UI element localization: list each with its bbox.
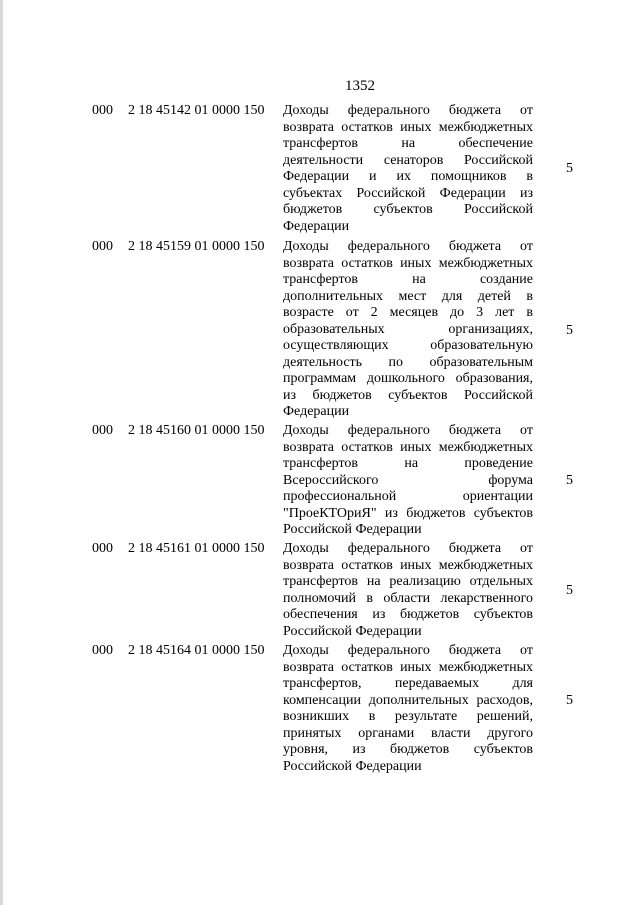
budget-classification-code: 2 18 45160 01 0000 150	[128, 423, 265, 438]
admin-code: 000	[92, 423, 113, 438]
description-line: полномочий в области лекарственного	[283, 590, 533, 606]
budget-classification-code: 2 18 45142 01 0000 150	[128, 103, 265, 118]
revenue-description	[283, 541, 533, 640]
budget-table	[0, 103, 640, 779]
description-line: Российской Федерации	[283, 623, 422, 639]
budget-classification-code: 2 18 45164 01 0000 150	[128, 643, 265, 658]
budget-classification-code: 2 18 45161 01 0000 150	[128, 541, 265, 556]
description-line: бюджетов субъектов Российской	[283, 202, 533, 217]
description-line: образовательных организациях,	[283, 321, 533, 337]
revenue-description	[283, 643, 533, 775]
table-row	[0, 643, 640, 779]
table-row	[0, 239, 640, 423]
table-row	[0, 423, 640, 541]
description-line: осуществляющих образовательную	[283, 338, 533, 353]
description-line: Федерации и их помощников в	[283, 169, 533, 184]
description-line: Всероссийского форума	[283, 472, 533, 488]
description-line: возврата остатков иных межбюджетных	[283, 119, 533, 135]
description-line: Доходы федерального бюджета от	[283, 239, 533, 254]
revenue-description	[283, 423, 533, 539]
budget-classification-code: 2 18 45159 01 0000 150	[128, 239, 265, 254]
description-line: программам дошкольного образования,	[283, 371, 533, 386]
table-row	[0, 103, 640, 239]
description-line: возврата остатков иных межбюджетных	[283, 557, 533, 573]
description-line: "ПроеКТОриЯ" из бюджетов субъектов	[283, 505, 533, 521]
description-line: возврата остатков иных межбюджетных	[283, 255, 533, 271]
description-line: из бюджетов субъектов Российской	[283, 387, 533, 403]
description-line: обеспечения из бюджетов субъектов	[283, 607, 533, 622]
description-line: профессиональной ориентации	[283, 489, 533, 504]
description-line: трансфертов на создание	[283, 272, 533, 287]
row-value: 5	[566, 473, 573, 488]
description-line: Доходы федерального бюджета от	[283, 643, 533, 658]
description-line: Доходы федерального бюджета от	[283, 541, 533, 556]
table-row	[0, 541, 640, 643]
description-line: трансфертов, передаваемых для	[283, 676, 533, 691]
description-line: трансфертов на реализацию отдельных	[283, 574, 533, 589]
description-line: трансфертов на проведение	[283, 456, 533, 471]
description-line: Доходы федерального бюджета от	[283, 423, 533, 438]
description-line: возврата остатков иных межбюджетных	[283, 439, 533, 455]
admin-code: 000	[92, 239, 113, 254]
revenue-description	[283, 103, 533, 235]
description-line: уровня, из бюджетов субъектов	[283, 742, 533, 757]
description-line: деятельности сенаторов Российской	[283, 152, 533, 168]
description-line: Российской Федерации	[283, 522, 422, 537]
description-line: трансфертов на обеспечение	[283, 136, 533, 151]
description-line: возникших в результате решений,	[283, 709, 533, 724]
description-line: Федерации	[283, 218, 350, 234]
admin-code: 000	[92, 103, 113, 118]
description-line: Российской Федерации	[283, 758, 422, 774]
description-line: деятельность по образовательным	[283, 354, 533, 370]
description-line: возрасте от 2 месяцев до 3 лет в	[283, 305, 533, 320]
admin-code: 000	[92, 541, 113, 556]
page-number: 1352	[345, 78, 375, 94]
description-line: субъектах Российской Федерации из	[283, 185, 533, 201]
description-line: компенсации дополнительных расходов,	[283, 692, 533, 708]
description-line: дополнительных мест для детей в	[283, 288, 533, 304]
description-line: Доходы федерального бюджета от	[283, 103, 533, 118]
description-line: Федерации	[283, 404, 350, 419]
description-line: принятых органами власти другого	[283, 725, 533, 741]
admin-code: 000	[92, 643, 113, 658]
row-value: 5	[566, 161, 573, 176]
row-value: 5	[566, 323, 573, 338]
row-value: 5	[566, 693, 573, 708]
description-line: возврата остатков иных межбюджетных	[283, 659, 533, 675]
revenue-description	[283, 239, 533, 421]
row-value: 5	[566, 583, 573, 598]
